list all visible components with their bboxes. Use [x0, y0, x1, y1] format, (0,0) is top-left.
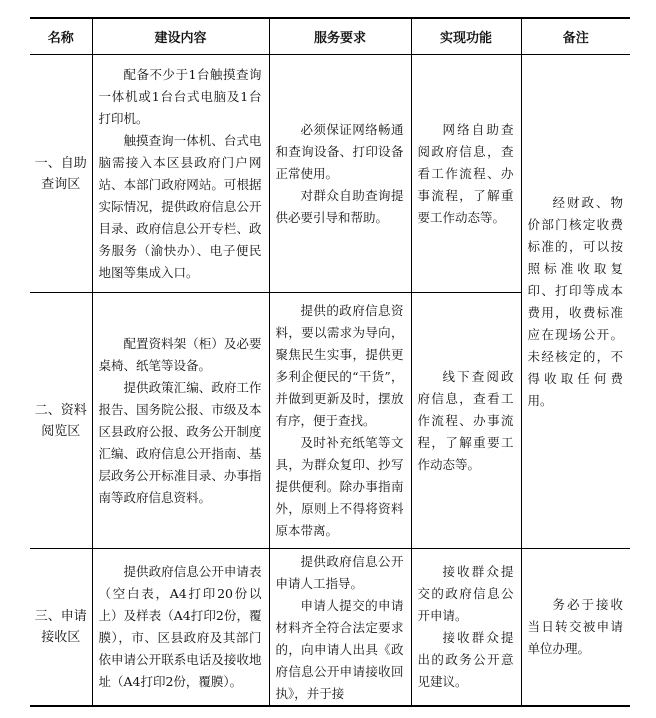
header-function: 实现功能: [411, 18, 521, 55]
function-paragraph: 接收群众提出的政务公开意见建议。: [417, 630, 514, 689]
function-cell: [411, 55, 521, 293]
content-paragraph: 配置资料架（柜）及必要桌椅、纸笔等设备。: [98, 335, 262, 373]
header-content: 建设内容: [92, 18, 269, 55]
remark-cell: [521, 549, 630, 707]
function-paragraph: 线下查阅政府信息，查看工作流程、办事流程，了解重要工作动态等。: [417, 368, 514, 472]
header-name: 名称: [30, 18, 92, 55]
header-service: 服务要求: [269, 18, 411, 55]
function-paragraph: 网络自助查阅政府信息，查看工作流程、办事流程，了解重要工作动态等。: [417, 121, 514, 225]
row-name-text: 二、资料阅览区: [34, 402, 87, 439]
content-cell: [92, 549, 269, 707]
header-remark: 备注: [521, 18, 630, 55]
service-paragraph: 提供的政府信息资料，要以需求为导向，聚焦民生实事，提供更多利企便民的“干货”，并做到更新及时，摆放有序，便于查找。: [275, 302, 404, 428]
row-name: [30, 549, 92, 707]
row-name: [30, 55, 92, 293]
content-paragraph: 提供政府信息公开申请表（空白表，A4打印20份以上）及样表（A4打印2份，覆膜），市、区县政府及其部门依申请公开联系电话及接收地址（A4打印2份，覆膜）。: [98, 564, 262, 689]
service-paragraph: 对群众自助查询提供必要引导和帮助。: [275, 187, 404, 225]
service-paragraph: 提供政府信息公开申请人工指导。: [275, 554, 404, 591]
header-row: [30, 18, 630, 55]
row-name-text: 三、申请接收区: [34, 609, 87, 645]
document-page: [30, 17, 630, 707]
function-cell: [411, 293, 521, 549]
row-name: [30, 293, 92, 549]
content-paragraph: 提供政策汇编、政府工作报告、国务院公报、市级及本区县政府公报、政务公开制度汇编、政府信息公开指南、基层政务公开标准目录、办事指南等政府信息资料。: [98, 379, 262, 505]
service-area-table: [30, 17, 630, 707]
function-cell: [411, 549, 521, 707]
service-cell: [269, 293, 411, 549]
table-row: [30, 55, 630, 293]
content-paragraph: 配备不少于1台触摸查询一体机或1台台式电脑及1台打印机。: [98, 66, 262, 126]
service-paragraph: 及时补充纸笔等文具，为群众复印、抄写提供便利。除办事指南外，原则上不得将资料原本带离。: [275, 434, 404, 538]
remark-cell-merged: [521, 55, 630, 549]
service-cell: [269, 549, 411, 707]
service-cell: [269, 55, 411, 293]
row-name-text: 一、自助查询区: [34, 155, 87, 192]
remark-paragraph: 务必于接收当日转交被申请单位办理。: [527, 597, 623, 656]
function-paragraph: 接收群众提交的政府信息公开申请。: [417, 564, 514, 623]
table-row: [30, 549, 630, 707]
remark-paragraph: 经财政、物价部门核定收费标准的，可以按照标准收取复印、打印等成本费用，收费标准应在现场公开。未经核定的，不得收取任何费用。: [527, 194, 623, 408]
service-paragraph: 申请人提交的申请材料齐全符合法定要求的，向申请人出具《政府信息公开申请接收回执》，并于接: [275, 598, 404, 701]
service-paragraph: 必须保证网络畅通和查询设备、打印设备正常使用。: [275, 121, 404, 181]
content-cell: [92, 55, 269, 293]
content-cell: [92, 293, 269, 549]
content-paragraph: 触摸查询一体机、台式电脑需接入本区县政府门户网站、本部门政府网站。可根据实际情况，提供政府信息公开目录、政府信息公开专栏、政务服务（渝快办）、电子便民地图等集成入口。: [98, 132, 262, 280]
